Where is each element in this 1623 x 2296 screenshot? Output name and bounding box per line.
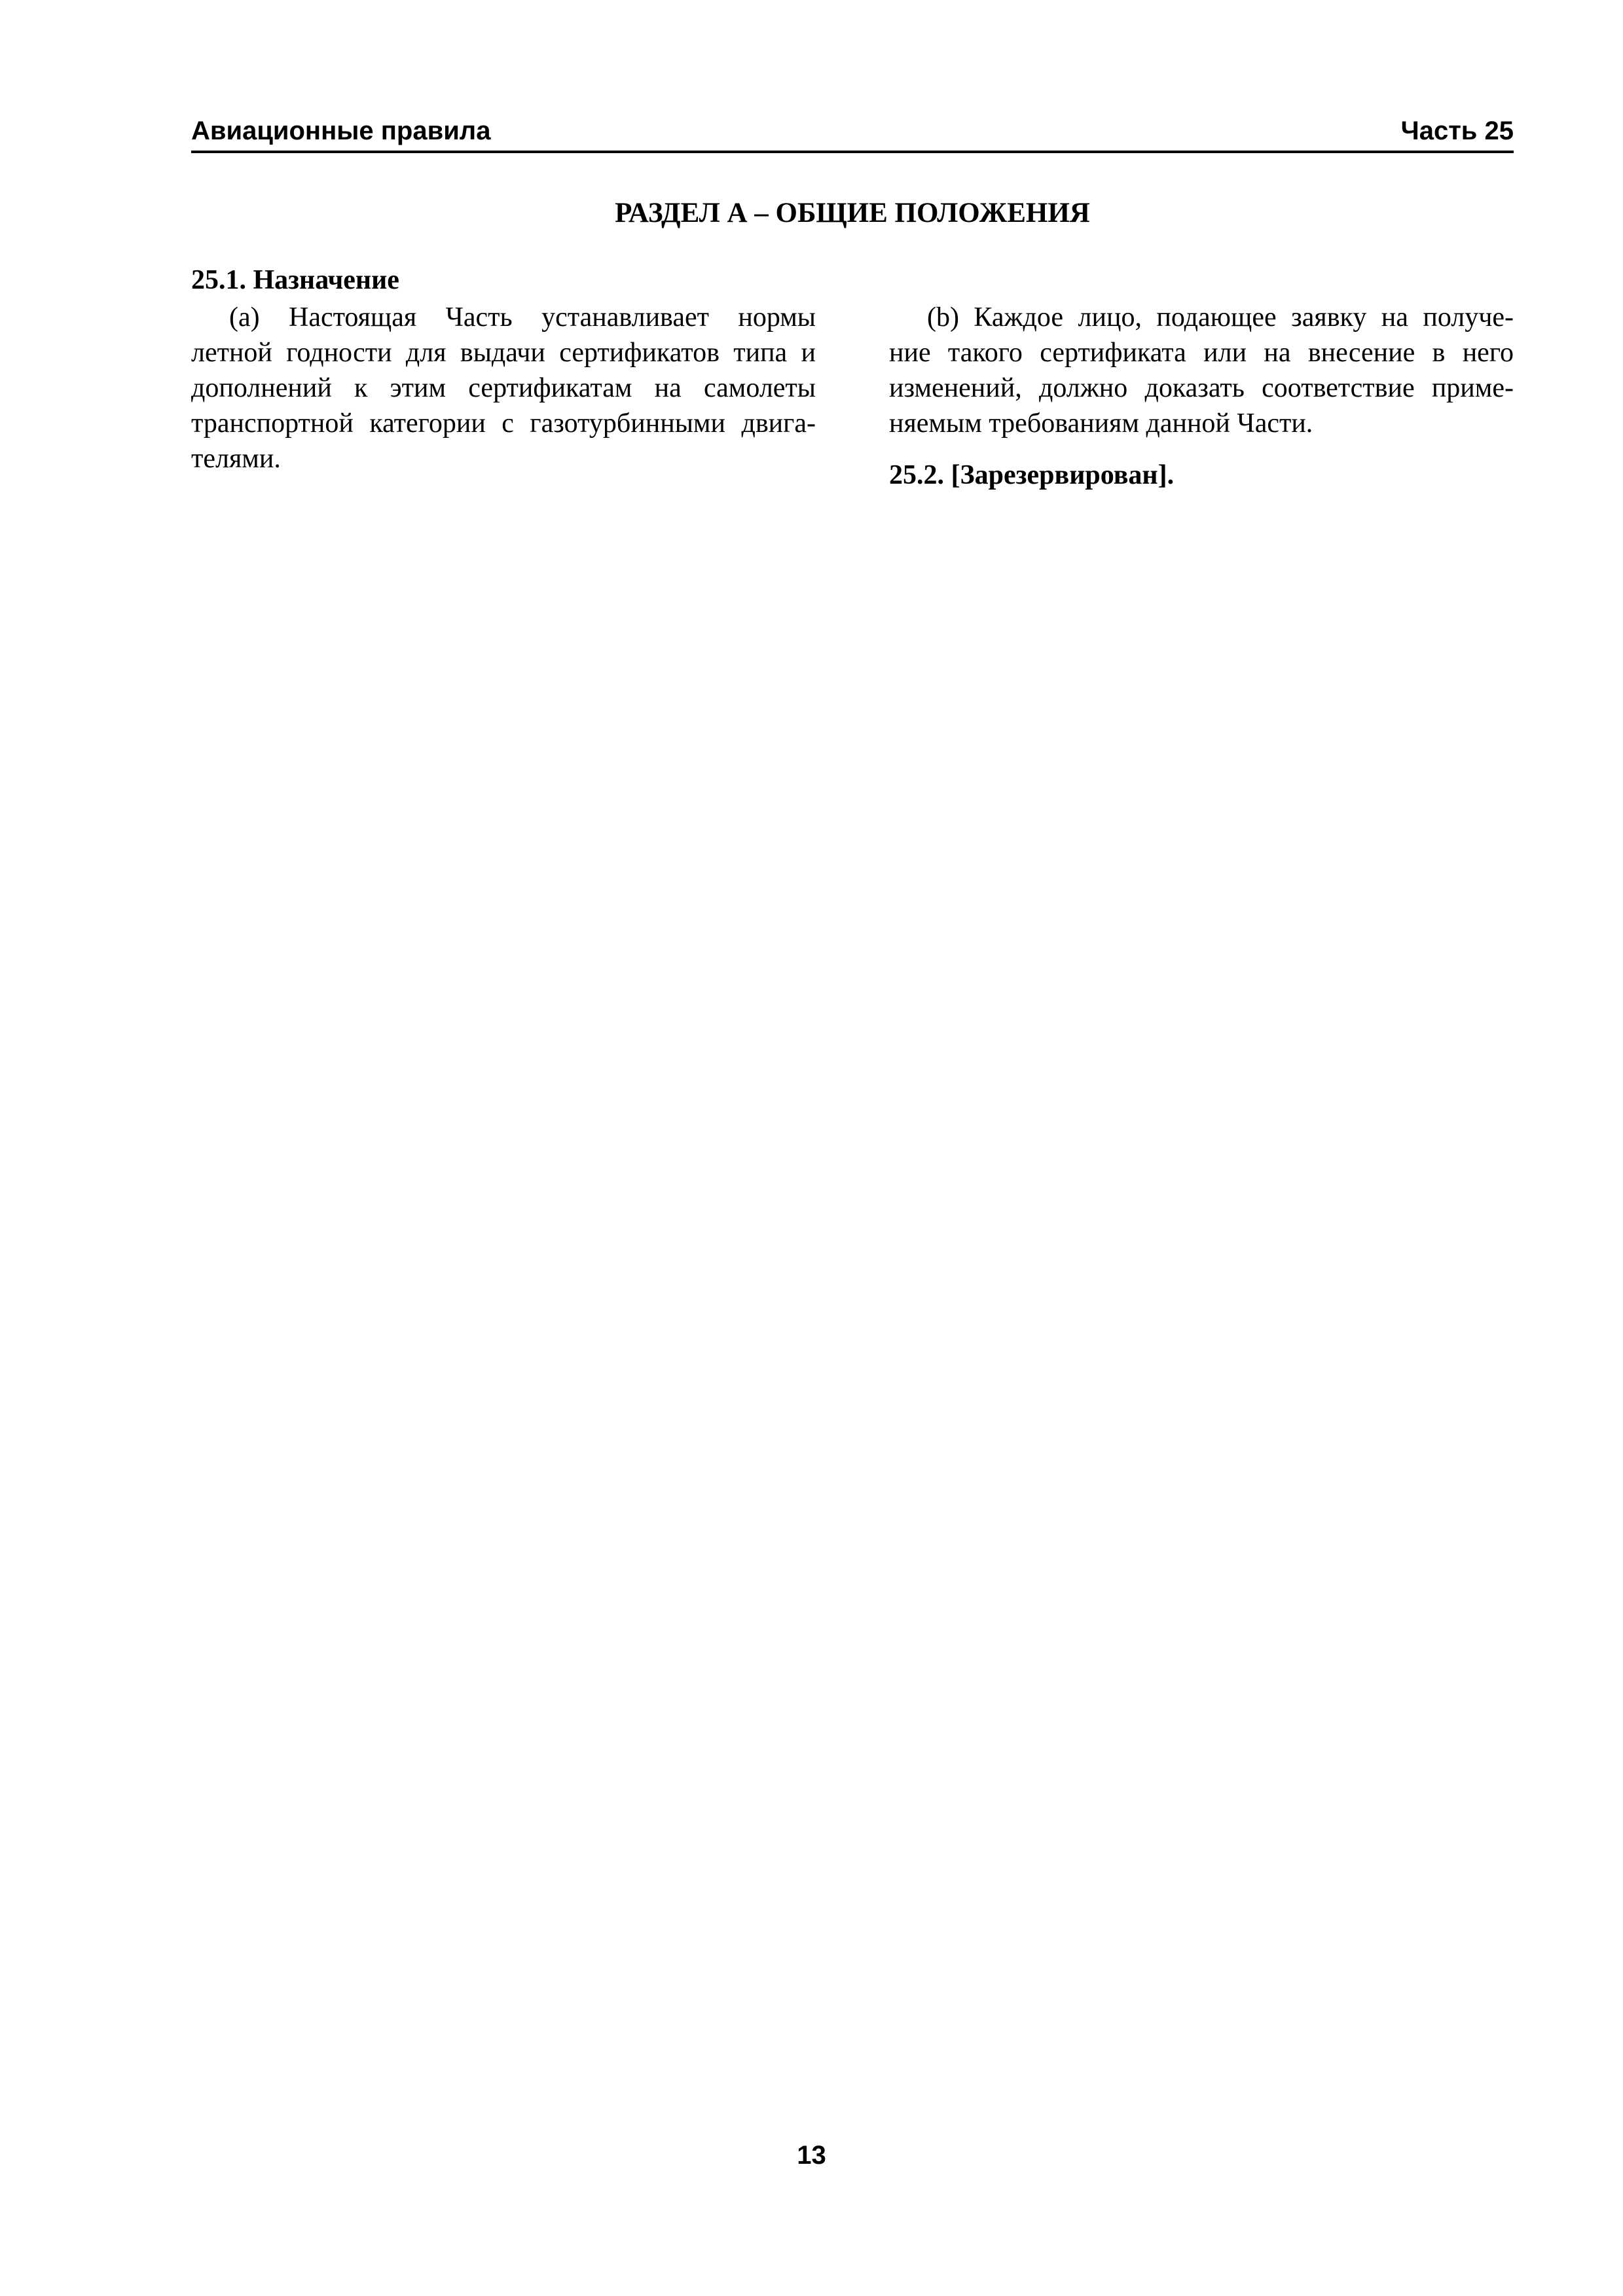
header-document-title: Авиационные правила (191, 117, 491, 145)
section-title: РАЗДЕЛ А – ОБЩИЕ ПОЛОЖЕНИЯ (615, 198, 1090, 228)
text-line: ние такого сертификата или на внесение в него (889, 338, 1514, 368)
text-line: (b) Каждое лицо, подающее заявку на получе- (927, 302, 1514, 332)
text-line: няемым требованиям данной Части. (889, 408, 1313, 439)
clause-25-2-heading: 25.2. [Зарезервирован]. (889, 460, 1175, 490)
clause-25-1-heading: 25.1. Назначение (191, 265, 399, 295)
text-line: летной годности для выдачи сертификатов типа и (191, 338, 816, 368)
left-column (191, 260, 816, 476)
clause-25-1-paragraph-a (191, 300, 816, 476)
clause-25-1-paragraph-b (889, 300, 1514, 441)
right-column (889, 300, 1514, 495)
page-number: 13 (797, 2141, 826, 2170)
text-line: изменений, должно доказать соответствие приме- (889, 373, 1514, 403)
text-line: транспортной категории с газотурбинными двига- (191, 408, 816, 439)
text-line: дополнений к этим сертификатам на самолеты (191, 373, 816, 403)
text-line: телями. (191, 444, 281, 474)
header-part-number: Часть 25 (1400, 117, 1514, 145)
text-line: (а) Настоящая Часть устанавливает нормы (229, 302, 816, 332)
running-header (191, 111, 1514, 153)
